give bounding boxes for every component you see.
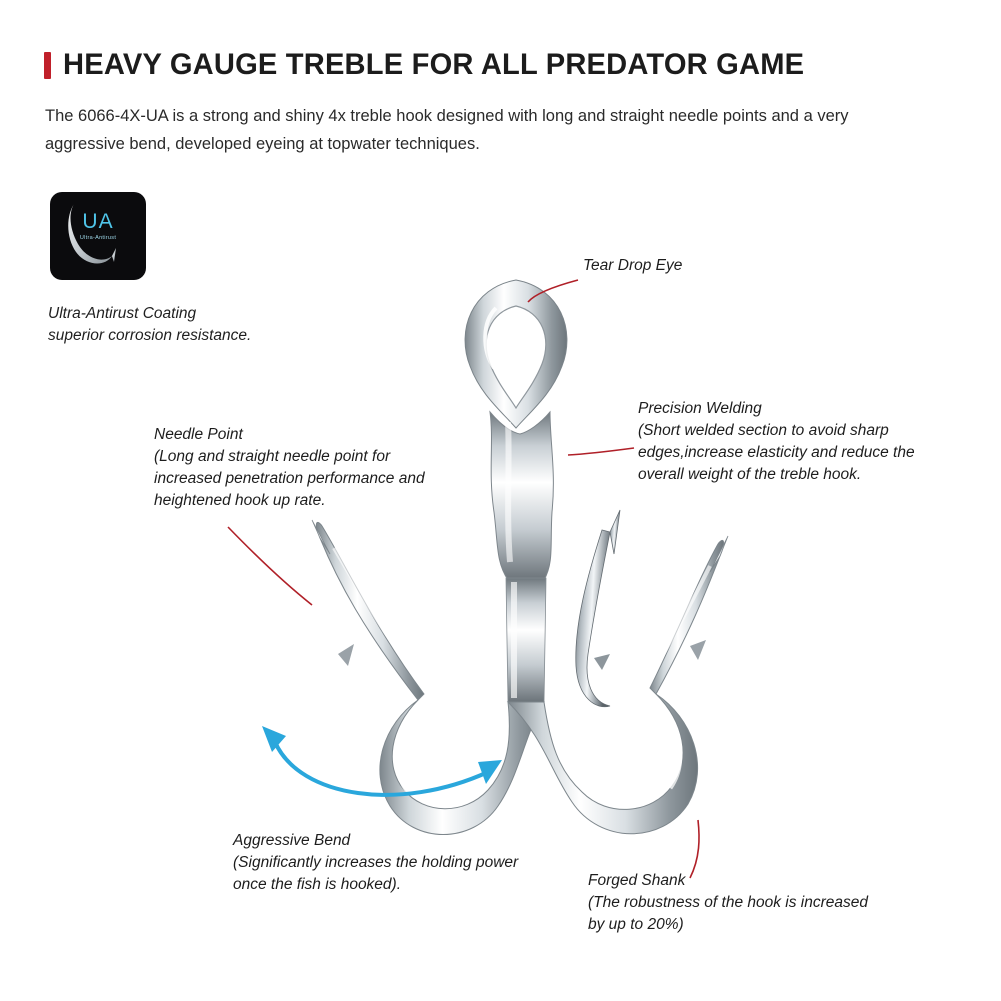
page-subtitle: The 6066-4X-UA is a strong and shiny 4x treble hook designed with long and straight needle points and a very aggressive bend, developed eyeing at topwater techniques. xyxy=(45,107,849,154)
badge-mark-text: UA xyxy=(82,210,114,233)
hook-welded-shank xyxy=(490,412,553,580)
callout-aggressive-bend xyxy=(233,830,543,896)
badge-caption-line1: Ultra-Antirust Coating xyxy=(48,305,197,322)
callout-precision-welding-label: Precision Welding xyxy=(638,400,762,417)
ultra-antirust-badge xyxy=(50,192,146,280)
hook-center-shank xyxy=(506,578,546,702)
callout-aggressive-bend-body: (Significantly increases the holding power once the fish is hooked). xyxy=(233,854,519,893)
callout-tear-drop-eye xyxy=(583,255,803,277)
badge-mark-subtext: Ultra-Antirust xyxy=(79,235,117,241)
callout-forged-shank-label: Forged Shank xyxy=(588,872,686,889)
callout-precision-welding xyxy=(638,398,928,486)
callout-forged-shank-body: (The robustness of the hook is increased by up to 20%) xyxy=(588,894,869,933)
callout-needle-point xyxy=(154,424,444,512)
callout-forged-shank xyxy=(588,870,868,936)
hook-eye xyxy=(465,280,567,428)
page-title-row xyxy=(44,48,827,82)
callout-needle-point-label: Needle Point xyxy=(154,426,243,443)
treble-hook-illustration xyxy=(258,262,778,842)
hook-center-point xyxy=(576,510,620,707)
callout-needle-point-body: (Long and straight needle point for increased penetration performance and heightened hook up rate. xyxy=(154,448,425,509)
callout-aggressive-bend-label: Aggressive Bend xyxy=(233,832,351,849)
title-accent-bar xyxy=(44,52,51,79)
badge-caption-line2: superior corrosion resistance. xyxy=(48,327,252,344)
callout-tear-drop-eye-label: Tear Drop Eye xyxy=(583,257,683,274)
callout-precision-welding-body: (Short welded section to avoid sharp edges,increase elasticity and reduce the overall weight of the treble hook. xyxy=(638,422,915,483)
page-title: HEAVY GAUGE TREBLE FOR ALL PREDATOR GAME xyxy=(63,48,805,81)
